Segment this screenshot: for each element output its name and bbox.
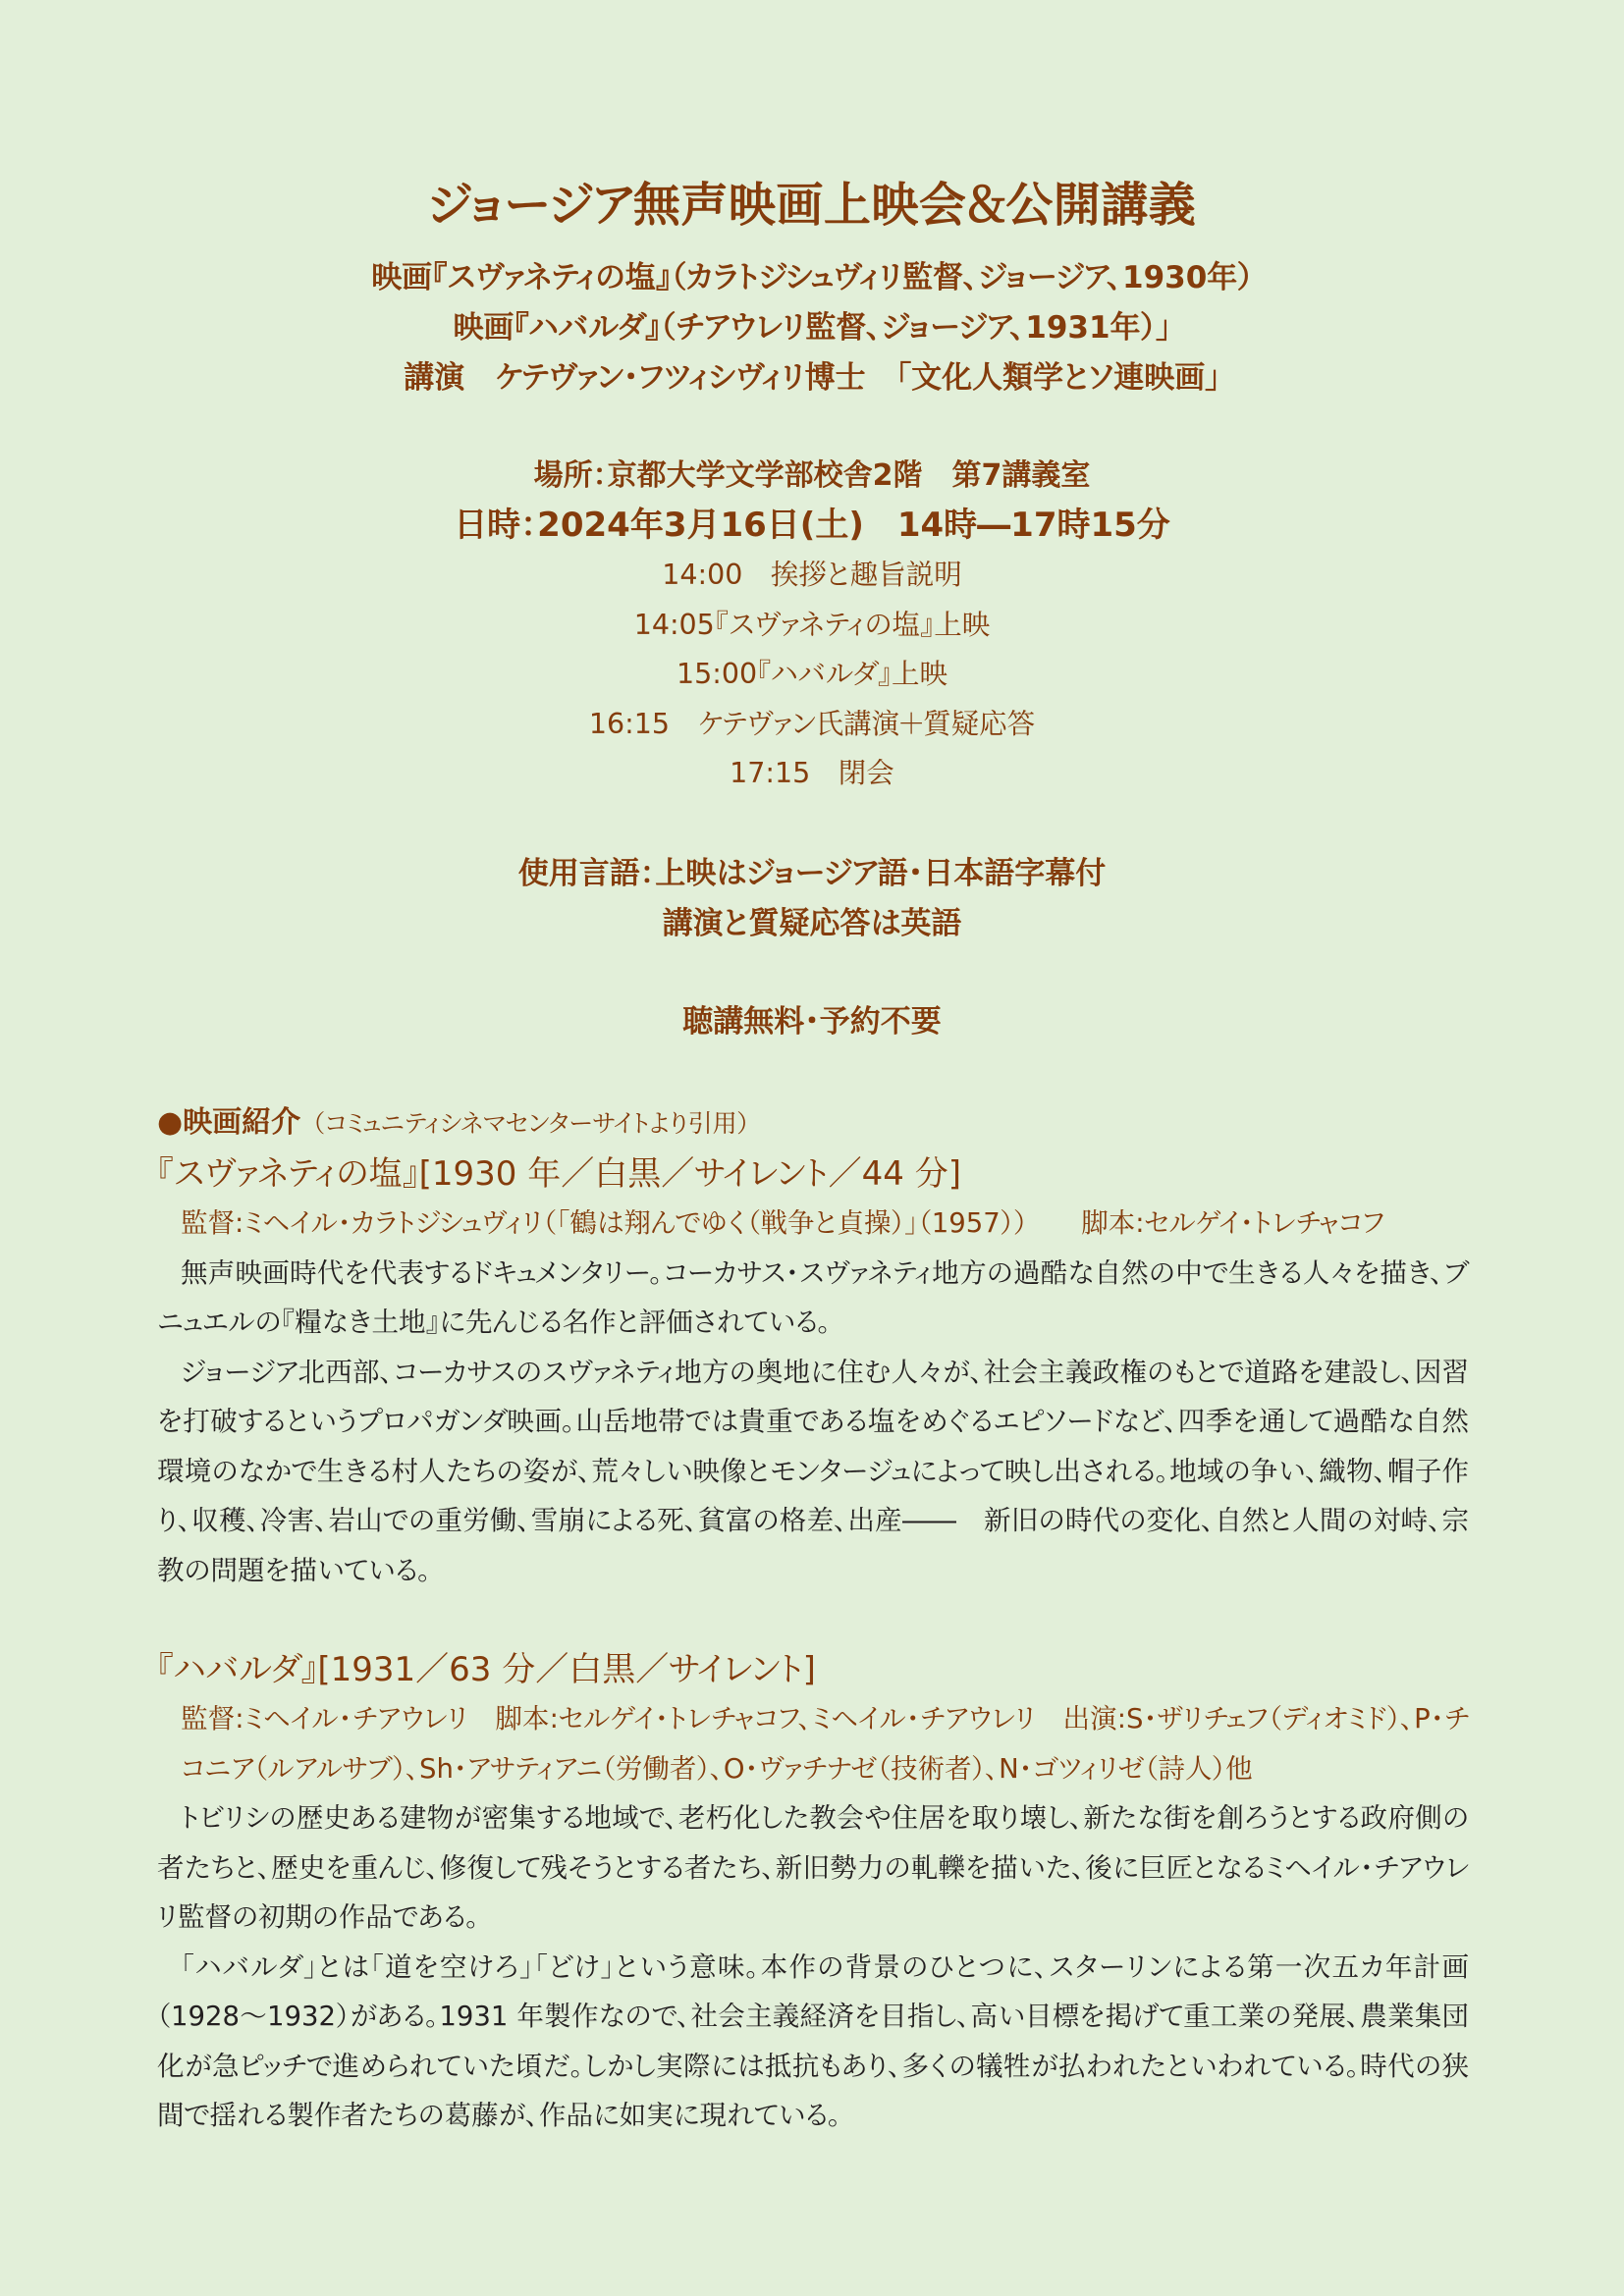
event-datetime: 日時：2024年3月16日(土) 14時―17時15分 <box>454 506 1170 545</box>
admission-note: 聴講無料・予約不要 <box>682 1004 942 1040</box>
film-credits: 監督:ミヘイル・カラトジシュヴィリ（「鶴は翔んでゆく（戦争と貞操）」（1957）） 脚本:セルゲイ・トレチャコフ <box>181 1207 1385 1239</box>
language-info <box>0 849 1624 949</box>
schedule-item: 16:15 ケテヴァン氏講演＋質疑応答 <box>588 707 1036 740</box>
program-line-film-1: 映画『スヴァネティの塩』（カラトジシュヴィリ監督、ジョージア、1930年） <box>371 260 1253 295</box>
language-note-screening: 使用言語：上映はジョージア語・日本語字幕付 <box>517 856 1107 891</box>
film-description-paragraph: 「ハバルダ」とは「道を空けろ」「どけ」という意味。本作の背景のひとつに、スターリンによる第一次五カ年計画（1928～1932）がある。1931 年製作なので、社会主義経済を目指し、高い目標を掲げて重工業の発展、農業集団化が急ピッチで進められていた頃だ。しかし実際には抵抗もあり、多くの犠牲が払われたといわれている。時代の狭間で揺れる製作者たちの葛藤が、作品に如実に現れている。 <box>157 1950 1469 2131</box>
film-description-paragraph: 無声映画時代を代表するドキュメンタリー。コーカサス・スヴァネティ地方の過酷な自然の中で生きる人々を描き、ブニュエルの『糧なき土地』に先んじる名作と評価されている。 <box>157 1256 1469 1338</box>
film-title: 『ハバルダ』[1931／63 分／白黒／サイレント] <box>157 1649 816 1689</box>
event-title <box>0 176 1624 235</box>
film-intro-source-note: （コミュニティシネマセンターサイトより引用） <box>312 1109 750 1138</box>
film-title: 『スヴァネティの塩』[1930 年／白黒／サイレント／44 分] <box>157 1153 962 1194</box>
venue-info <box>0 452 1624 550</box>
venue-place: 場所：京都大学文学部校舎2階 第7講義室 <box>533 458 1091 493</box>
film-intro-heading-label: ●映画紹介 <box>157 1105 301 1140</box>
schedule-item: 17:15 閉会 <box>730 757 894 789</box>
schedule-list <box>0 551 1624 799</box>
program-summary <box>0 253 1624 403</box>
event-title-text: ジョージア無声映画上映会＆公開講義 <box>427 178 1197 233</box>
schedule-item: 14:00 挨拶と趣旨説明 <box>662 559 962 591</box>
program-line-film-2: 映画『ハバルダ』（チアウレリ監督、ジョージア、1931年）」 <box>453 310 1171 346</box>
film-entry-svaneti <box>157 1149 1469 1596</box>
film-description-paragraph: トビリシの歴史ある建物が密集する地域で、老朽化した教会や住居を取り壊し、新たな街を創ろうとする政府側の者たちと、歴史を重んじ、修復して残そうとする者たち、新旧勢力の軋轢を描いた、後に巨匠となるミヘイル・チアウレリ監督の初期の作品である。 <box>157 1802 1469 1933</box>
admission-info <box>0 997 1624 1046</box>
schedule-item: 15:00『ハバルダ』上映 <box>676 658 948 690</box>
film-intro-section <box>157 1098 1469 2141</box>
film-description-paragraph: ジョージア北西部、コーカサスのスヴァネティ地方の奥地に住む人々が、社会主義政権のもとで道路を建設し、因習を打破するというプロパガンダ映画。山岳地帯では貴重である塩をめぐるエピソードなど、四季を通して過酷な自然環境のなかで生きる村人たちの姿が、荒々しい映像とモンタージュによって映し出される。地域の争い、織物、帽子作り、収穫、冷害、岩山での重労働、雪崩による死、貧富の格差、出産―― 新旧の時代の変化、自然と人間の対峙、宗教の問題を描いている。 <box>157 1356 1469 1586</box>
schedule-item: 14:05『スヴァネティの塩』上映 <box>633 608 991 641</box>
language-note-lecture: 講演と質疑応答は英語 <box>662 906 962 941</box>
film-credits: 監督:ミヘイル・チアウレリ 脚本:セルゲイ・トレチャコフ、ミヘイル・チアウレリ 出演:S・ザリチェフ（ディオミド）、P・チコニア（ルアルサブ）、Sh・アサティアニ（労働者）、O・ヴァチナゼ（技術者）、N・ゴツィリゼ（詩人）他 <box>181 1703 1469 1785</box>
program-line-lecture: 講演 ケテヴァン・フツィシヴィリ博士 「文化人類学とソ連映画」 <box>404 360 1220 396</box>
film-entry-khabarda <box>157 1645 1469 2141</box>
film-intro-heading <box>157 1098 1469 1149</box>
